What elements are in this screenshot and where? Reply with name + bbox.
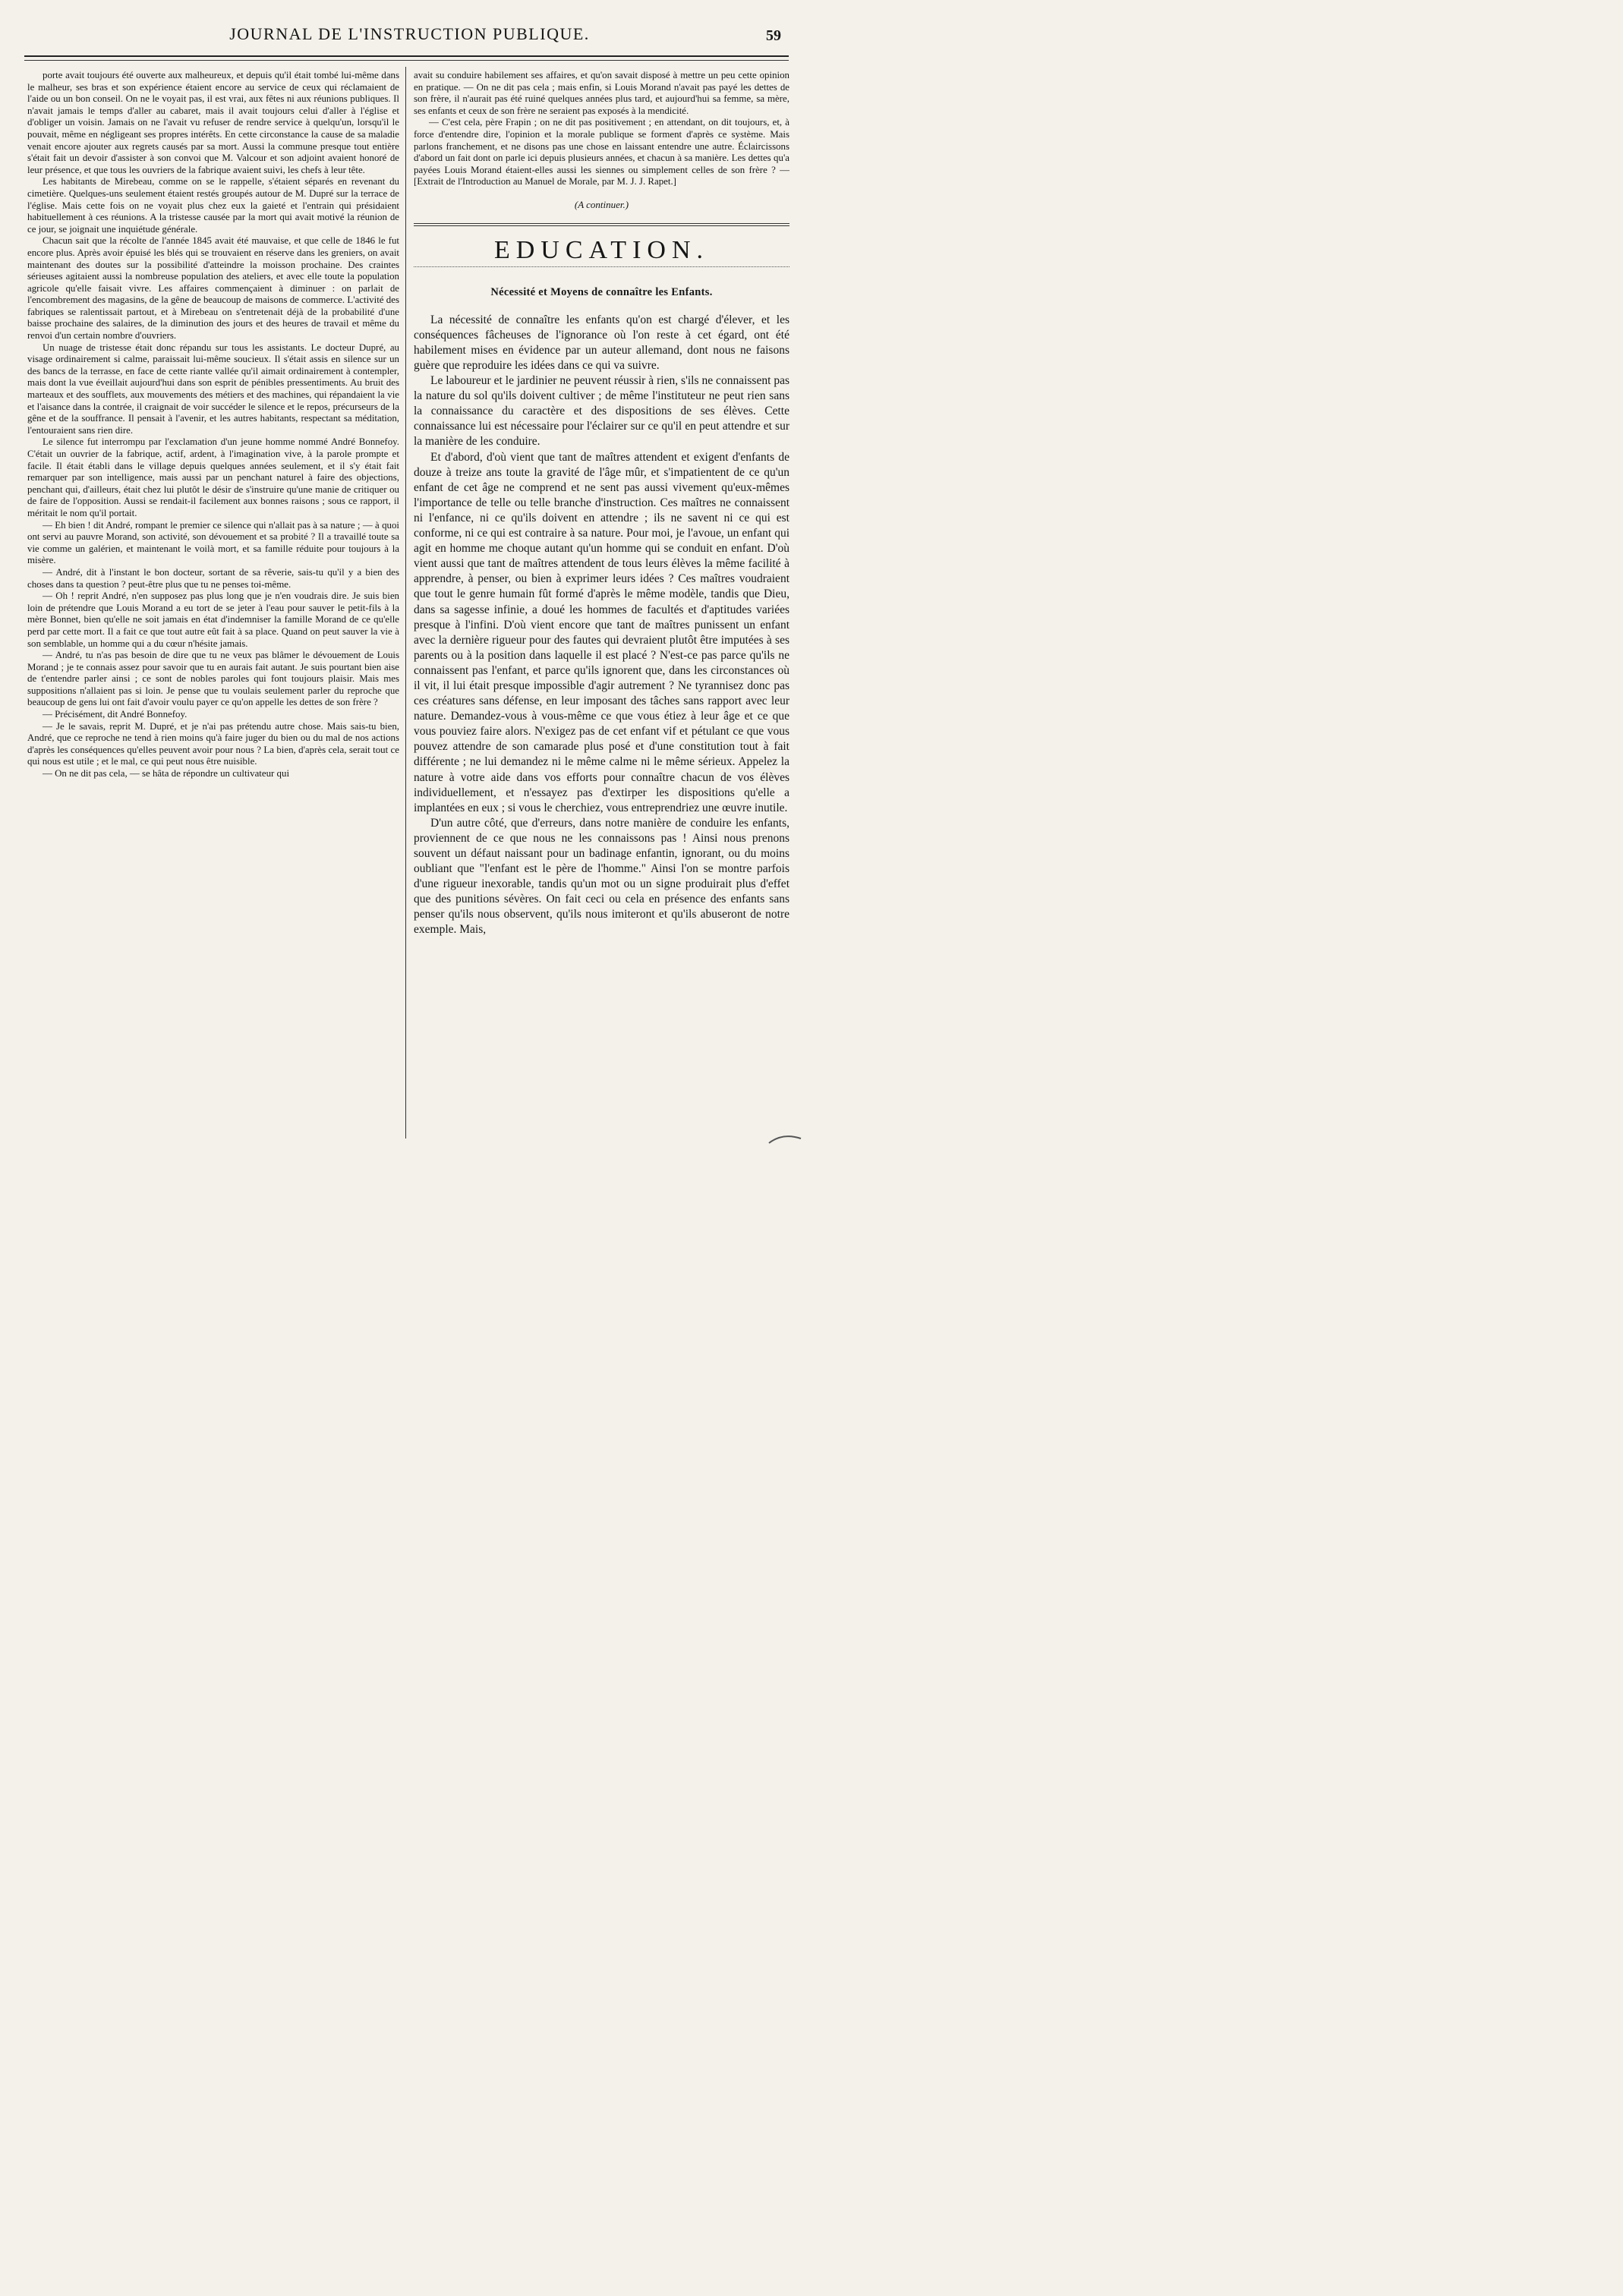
left-column xyxy=(27,70,399,1136)
header-rule xyxy=(24,55,789,57)
paragraph: — Eh bien ! dit André, rompant le premier ce silence qui n'allait pas à sa nature ; — à quoi ont servi au pauvre Morand, son activité, son dévouement et sa probité ? Il a travaillé toute sa vie comme un galérien, et maintenant le voilà mort, et sa famille réduite pour toujours à la misère. xyxy=(27,519,399,566)
paragraph: porte avait toujours été ouverte aux malheureux, et depuis qu'il était tombé lui-même dans le malheur, ses bras et son expérience étaient encore au service de ceux qui réclamaient de l'aide ou un bon conseil. On ne le voyait pas, il est vrai, aux fêtes ni aux réunions publiques. Il n'avait jamais le temps d'aller au cabaret, mais il avait toujours celui d'aller à l'église et d'obliger un voisin. Jamais on ne l'avait vu refuser de rendre service à quelqu'un, lorsqu'il le pouvait, même en négligeant ses propres intérêts. En cette circonstance la cause de sa maladie venait encore ajouter aux regrets causés par sa mort. Aussi la commune presque tout entière s'était fait un devoir d'assister à son convoi que M. Valcour et son adjoint avaient honoré de leur présence, et que tous les ouvriers de la fabrique avaient suivi, les chefs à leur tête. xyxy=(27,70,399,175)
section-rule-dotted xyxy=(414,266,789,267)
section-rule xyxy=(414,223,789,226)
paragraph: Et d'abord, d'où vient que tant de maîtres attendent et exigent d'enfants de douze à treize ans toute la gravité de l'âge mûr, et s'impatientent de ce qu'un enfant de cet âge ne comprend et ne sent pas aussi vivement qu'eux-mêmes l'importance de telle ou telle branche d'instruction. Ces maîtres ne connaissent ni l'enfance, ni ce qu'ils doivent en attendre ; ils ne savent ni ce qui est conforme, ni ce qui est contraire à sa nature. Pour moi, je l'avoue, un enfant qui agit en homme me choque autant qu'un homme qui se conduit en enfant. D'où vient aussi que tant de maîtres attendent de tous leurs élèves la même facilité à apprendre, à penser, ou bien à exprimer leurs idées ? Ces maîtres voudraient que tout le genre humain fût formé d'après le même modèle, tandis que Dieu, dans sa sagesse infinie, a doué les hommes de facultés et d'aptitudes variées presque à l'infini. D'où vient encore que tant de maîtres punissent un enfant avec la dernière rigueur pour des fautes qui devraient plutôt être imputées à ses parents ou à la position dans laquelle il est placé ? N'est-ce pas parce qu'ils ne connaissent pas l'enfant, et parce qu'ils ignorent que, dans les circonstances où il vit, il lui était presque impossible d'agir autrement ? Ne tyrannisez donc pas ces créatures sans défense, en leur imposant des tâches sans rapport avec leur nature. Demandez-vous à vous-même ce que vous étiez à leur âge et ce que vous pouviez faire alors. N'exigez pas de cet enfant vif et pétulant ce que vous pouvez attendre de son camarade plus posé et d'une constitution tout à fait différente ; ne lui demandez ni le même calme ni le même sérieux. Appelez la nature à votre aide dans vos efforts pour connaître chacun de vos élèves individuellement, et n'essayez pas d'extirper les dispositions qu'elle a implantées en eux ; si vous le cherchiez, vous entreprendriez une œuvre inutile. xyxy=(414,450,789,814)
paragraph: — C'est cela, père Frapin ; on ne dit pas positivement ; en attendant, on dit toujours, et, à force d'entendre dire, l'opinion et la morale publique se forment d'après ce système. Mais parlons franchement, et ne disons pas une chose en laissant entendre une autre. Éclaircissons d'abord un fait dont on parle ici depuis plusieurs années, et chacun à sa manière. Les dettes qu'a payées Louis Morand étaient-elles aussi les siennes ou simplement celles de son frère ? — [Extrait de l'Introduction au Manuel de Morale, par M. J. J. Rapet.] xyxy=(414,117,789,187)
paragraph: — André, dit à l'instant le bon docteur, sortant de sa rêverie, sais-tu qu'il y a bien des choses dans ta question ? peut-être plus que tu ne penses toi-même. xyxy=(27,566,399,590)
journal-title: JOURNAL DE L'INSTRUCTION PUBLIQUE. xyxy=(229,24,590,43)
paragraph: — Précisément, dit André Bonnefoy. xyxy=(43,709,188,720)
paragraph: avait su conduire habilement ses affaires, et qu'on savait disposé à mettre un peu cette opinion en pratique. — On ne dit pas cela ; mais enfin, si Louis Morand n'avait pas payé les dettes de son frère, il n'aurait pas été ruiné quelques années plus tard, et aujourd'hui sa femme, sa mère, ses enfants et ceux de son frère ne seraient pas exposés à la mendicité. xyxy=(414,70,789,116)
header-rule-thin xyxy=(24,60,789,61)
paragraph: Le laboureur et le jardinier ne peuvent réussir à rien, s'ils ne connaissent pas la nature du sol qu'ils doivent cultiver ; de même l'instituteur ne peut rien sans la connaissance du caractère et des dispositions de ses élèves. Cette connaissance lui est nécessaire pour l'éclairer sur ce qu'il en peut attendre et sur la manière de les conduire. xyxy=(414,374,789,449)
paragraph: La nécessité de connaître les enfants qu'on est chargé d'élever, et les conséquences fâcheuses de l'ignorance où l'on reste à cet égard, ont été habilement mises en évidence par un auteur allemand, dont nous ne faisons guère que reproduire les idées dans ce qui va suivre. xyxy=(414,313,789,372)
paragraph: — André, tu n'as pas besoin de dire que tu ne veux pas blâmer le dévouement de Louis Morand ; je te connais assez pour savoir que tu en aurais fait autant. Je suis pourtant bien aise de t'entendre parler ainsi ; ce sont de nobles paroles qui font toujours plaisir. Mais mes suppositions n'allaient pas si loin. Je pense que tu voulais seulement parler du reproche que beaucoup de gens lui ont fait d'avoir voulu payer ce qu'on appelle les dettes de son frère ? xyxy=(27,650,399,708)
section-title: EDUCATION. xyxy=(493,235,710,264)
page-number: 59 xyxy=(766,27,781,44)
paragraph: — Oh ! reprit André, n'en supposez pas plus long que je n'en voudrais dire. Je suis bien loin de prétendre que Louis Morand a eu tort de se jeter à l'eau pour sauver le petit-fils à la mère Bonnet, bien qu'elle ne soit jamais en état d'indemniser la famille Morand de ce qu'elle perd par cette mort. Il a fait ce que tout autre eût fait à sa place. Quand on peut sauver la vie à son semblable, un homme qui a du cœur n'hésite jamais. xyxy=(27,591,399,649)
paragraph: Les habitants de Mirebeau, comme on se le rappelle, s'étaient séparés en revenant du cimetière. Quelques-uns seulement étaient restés groupés autour de M. Dupré sur la terrace de l'église. Mais cette fois on ne voyait plus chez eux la gaieté et l'entrain qui présidaient habituellement à ces réunions. A la tristesse causée par la mort qui avait motivé la réunion de ce jour, se joignait une inquiétude générale. xyxy=(27,176,399,235)
paragraph: — Je le savais, reprit M. Dupré, et je n'ai pas prétendu autre chose. Mais sais-tu bien, André, que ce reproche ne tend à rien moins qu'à faire juger du bien ou du mal de nos actions d'après les conséquences qu'elles peuvent avoir pour nous ? La bien, d'après cela, serait tout ce qui nous est utile ; et le mal, ce qui peut nous être nuisible. xyxy=(27,720,399,767)
article-body xyxy=(414,313,789,938)
paragraph: — On ne dit pas cela, — se hâta de répondre un cultivateur qui xyxy=(43,768,290,780)
page-header xyxy=(30,14,789,52)
page-corner-mark xyxy=(767,1131,802,1145)
right-column xyxy=(414,70,789,1136)
paragraph: Le silence fut interrompu par l'exclamation d'un jeune homme nommé André Bonnefoy. C'était un ouvrier de la fabrique, actif, ardent, à l'imagination vive, à la parole prompte et facile. Il était établi dans le village depuis quelques années seulement, et il s'y était fait remarquer par son intelligence, mais aussi par un penchant naturel à faire des objections, penchant qui, d'ailleurs, était chez lui plutôt le désir de s'instruire qu'une manie de critiquer ou de faire de l'opposition. Aussi se rendait-il facilement aux bonnes raisons ; sous ce rapport, il méritait le nom qu'il portait. xyxy=(27,436,399,518)
column-divider xyxy=(405,67,406,1139)
continued-label: (A continuer.) xyxy=(574,198,629,210)
paragraph: Chacun sait que la récolte de l'année 1845 avait été mauvaise, et que celle de 1846 le fut encore plus. Après avoir épuisé les blés qui se trouvaient en réserve dans les greniers, on avait maintenant des doutes sur la possibilité d'atteindre la moisson prochaine. Des craintes sérieuses agitaient aussi la nombreuse population des ateliers, et avec elle toute la population agricole qu'elle faisait vivre. Les affaires commençaient à diminuer : on parlait de l'encombrement des magasins, de la gêne de beaucoup de maisons de commerce. L'activité des fabriques se ralentissait partout, et à Mirebeau on s'entretenait déjà de la probabilité d'une baisse prochaine des salaires, de la diminution des jours et des heures de travail et même du renvoi d'un certain nombre d'ouvriers. xyxy=(27,235,399,342)
article-title: Nécessité et Moyens de connaître les Enfants. xyxy=(490,286,713,299)
paragraph: D'un autre côté, que d'erreurs, dans notre manière de conduire les enfants, proviennent de ce que nous ne les connaissons pas ! Ainsi nous prenons souvent un défaut naissant pour un badinage enfantin, ignorant, ou du moins oubliant que "l'enfant est le père de l'homme." Ainsi l'on se montre parfois d'une rigueur inexorable, tandis qu'un mot ou un signe produirait plus d'effet que des punitions sévères. On fait ceci ou cela en présence des enfants sans penser qu'ils nous observent, qu'ils nous imiteront et qu'ils abuseront de notre exemple. Mais, xyxy=(414,816,789,937)
paragraph: Un nuage de tristesse était donc répandu sur tous les assistants. Le docteur Dupré, au visage ordinairement si calme, paraissait lui-même soucieux. Il s'était assis en silence sur un des bancs de la terrasse, en face de cette riante vallée qu'il aimait ordinairement à contempler, mais dont la vue éveillait aujourd'hui dans son esprit de pénibles pressentiments. Au bruit des marteaux et des soufflets, aux mouvements des métiers et des machines, qui répandaient la vie et l'aisance dans la contrée, il craignait de voir succéder le silence et le repos, précurseurs de la gêne et de la souffrance. Il pensait à l'avenir, et les autres habitants, respectant sa méditation, l'entouraient sans rien dire. xyxy=(27,342,399,436)
